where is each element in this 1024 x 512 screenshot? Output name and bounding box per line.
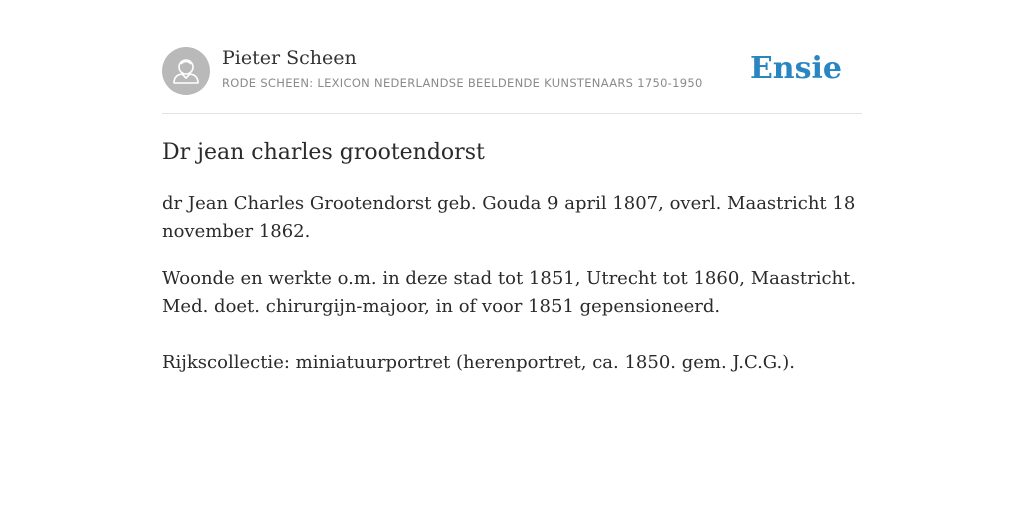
article-header <box>162 0 862 114</box>
article-paragraph: dr Jean Charles Grootendorst geb. Gouda 9 april 1807, overl. Maastricht 18 november 1862. <box>162 193 856 242</box>
source-label[interactable]: RODE SCHEEN: LEXICON NEDERLANDSE BEELDENDE KUNSTENAARS 1750-1950 <box>222 76 703 90</box>
author-name[interactable]: Pieter Scheen <box>222 47 357 69</box>
article-paragraph: Woonde en werkte o.m. in deze stad tot 1851, Utrecht tot 1860, Maastricht. Med. doet. chirurgijn-majoor, in of voor 1851 gepensioneerd. <box>162 268 857 317</box>
author-avatar[interactable] <box>162 47 210 95</box>
article-card <box>162 0 862 373</box>
article-paragraph: Rijkscollectie: miniatuurportret (herenportret, ca. 1850. gem. J.C.G.). <box>162 352 796 373</box>
brand-logo[interactable]: Ensie <box>749 51 842 86</box>
article-title: Dr jean charles grootendorst <box>162 140 485 165</box>
user-icon <box>162 47 210 95</box>
